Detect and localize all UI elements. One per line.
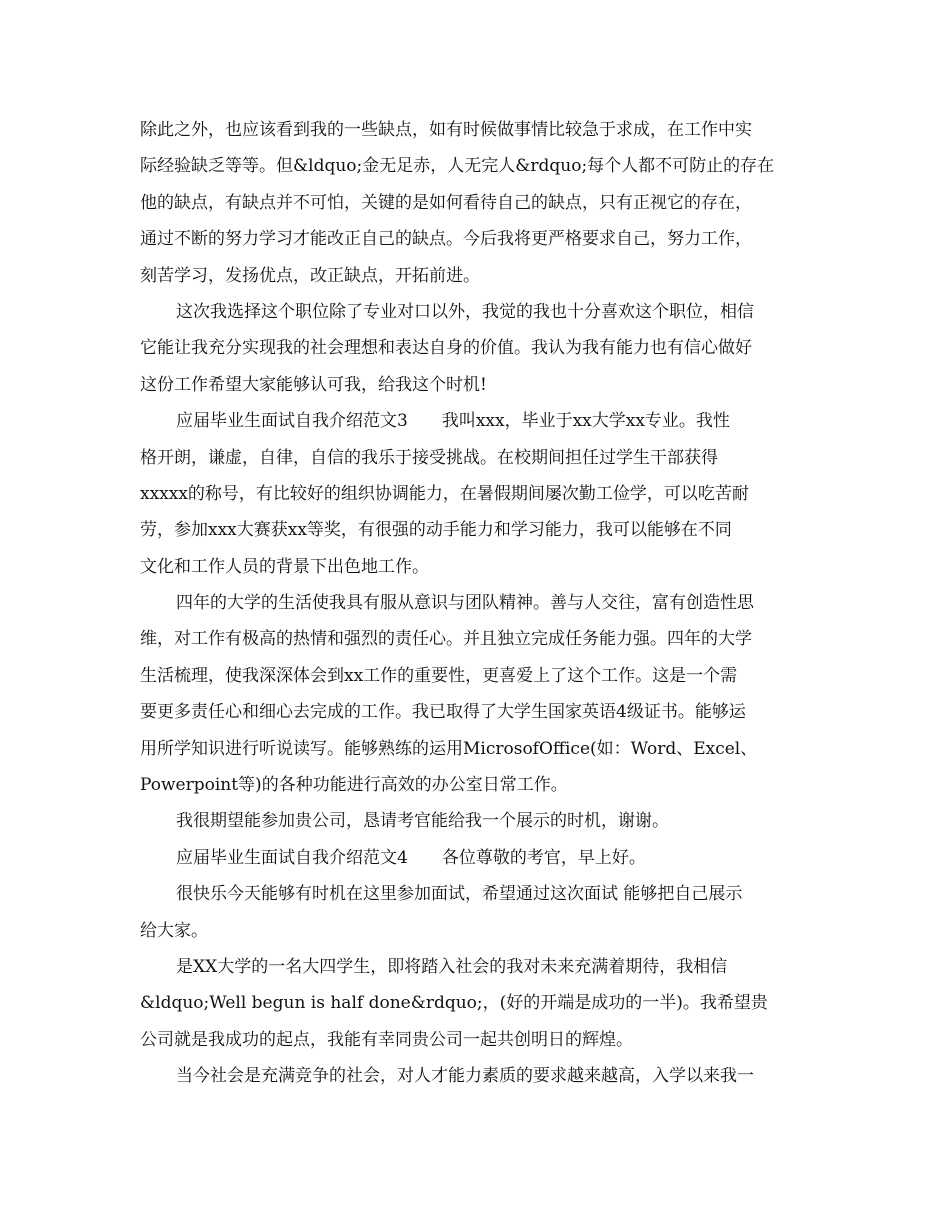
paragraph-start-line: 我很期望能参加贵公司，恳请考官能给我一个展示的时机，谢谢。 [176, 811, 669, 832]
paragraph-start-line: 应届毕业生面试自我介绍范文3 我叫xxx，毕业于xx大学xx专业。我性 [176, 411, 730, 432]
text-line: 除此之外，也应该看到我的一些缺点，如有时候做事情比较急于求成，在工作中实 [140, 120, 752, 140]
document-body [140, 112, 812, 1095]
paragraph-start-line: 这次我选择这个职位除了专业对口以外，我觉的我也十分喜欢这个职位，相信 [176, 301, 754, 322]
text-line: &ldquo;Well begun is half done&rdquo;，(好的开端是成功的一半)。我希望贵 [140, 993, 768, 1014]
text-line: 维，对工作有极高的热情和强烈的责任心。并且独立完成任务能力强。四年的大学 [140, 629, 752, 650]
paragraph-start-line: 应届毕业生面试自我介绍范文4 各位尊敬的考官，早上好。 [176, 847, 646, 868]
text-line: 这份工作希望大家能够认可我，给我这个时机! [140, 374, 487, 395]
text-line: 他的缺点，有缺点并不可怕，关键的是如何看待自己的缺点，只有正视它的存在， [140, 192, 752, 213]
paragraph-start-line: 四年的大学的生活使我具有服从意识与团队精神。善与人交往，富有创造性思 [176, 593, 754, 614]
text-line: xxxxx的称号，有比较好的组织协调能力，在暑假期间屡次勤工俭学，可以吃苦耐 [140, 483, 749, 504]
text-line: 劳，参加xxx大赛获xx等奖，有很强的动手能力和学习能力，我可以能够在不同 [140, 520, 732, 541]
text-line: 用所学知识进行听说读写。能够熟练的运用MicrosofOffice(如：Word、Excel、 [140, 738, 758, 759]
text-line: 公司就是我成功的起点，我能有幸同贵公司一起共创明日的辉煌。 [140, 1029, 633, 1050]
text-line: 格开朗，谦虚，自律，自信的我乐于接受挑战。在校期间担任过学生干部获得 [140, 447, 718, 468]
text-line: 刻苦学习，发扬优点，改正缺点，开拓前进。 [140, 265, 480, 286]
text-line: 给大家。 [140, 920, 208, 941]
text-line: 通过不断的努力学习才能改正自己的缺点。今后我将更严格要求自己，努力工作， [140, 229, 752, 250]
text-line: 它能让我充分实现我的社会理想和表达自身的价值。我认为我有能力也有信心做好 [140, 338, 752, 359]
paragraph-start-line: 很快乐今天能够有时机在这里参加面试，希望通过这次面试 能够把自己展示 [176, 884, 743, 905]
text-line: 际经验缺乏等等。但&ldquo;金无足赤，人无完人&rdquo;每个人都不可防止的存在 [140, 156, 775, 177]
text-line: 要更多责任心和细心去完成的工作。我已取得了大学生国家英语4级证书。能够运 [140, 702, 746, 723]
text-line: Powerpoint等)的各种功能进行高效的办公室日常工作。 [140, 775, 568, 796]
paragraph-start-line: 是XX大学的一名大四学生，即将踏入社会的我对未来充满着期待，我相信 [176, 956, 728, 977]
text-line: 生活梳理，使我深深体会到xx工作的重要性，更喜爱上了这个工作。这是一个需 [140, 665, 738, 686]
text-line: 文化和工作人员的背景下出色地工作。 [140, 556, 429, 577]
paragraph-start-line: 当今社会是充满竞争的社会，对人才能力素质的要求越来越高，入学以来我一 [176, 1066, 754, 1087]
